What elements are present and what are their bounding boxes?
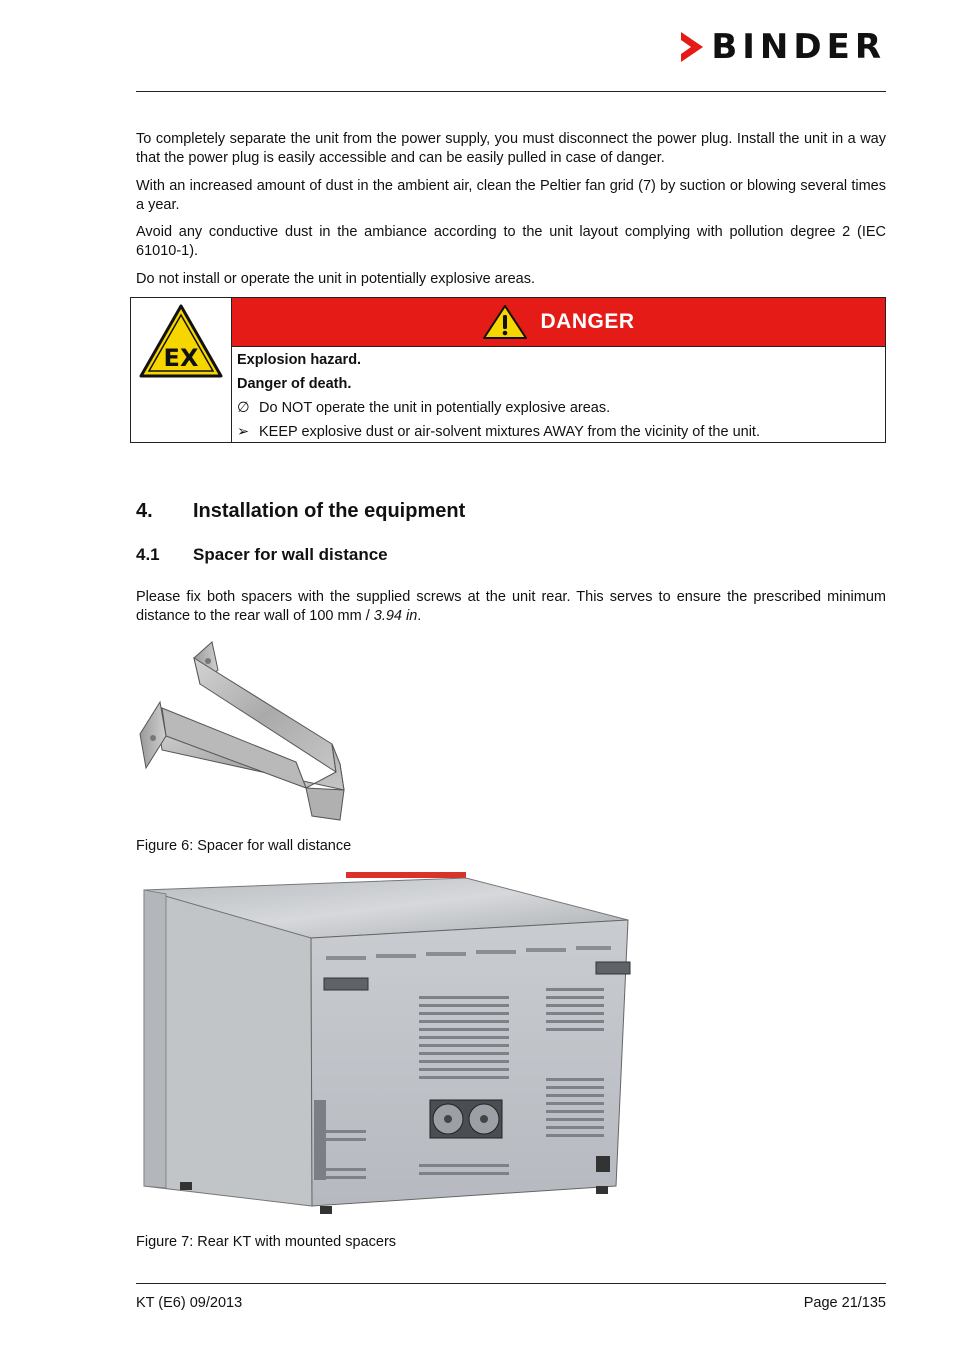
footer-page-number: Page 21/135: [803, 1295, 886, 1311]
figure-caption: Figure 6: Spacer for wall distance: [136, 838, 352, 854]
brand-logo: [679, 27, 886, 67]
paragraph-explosive-areas: Do not install or operate the unit in potentially explosive areas.: [136, 271, 535, 287]
section-number: 4.: [136, 500, 153, 522]
danger-item: [237, 420, 879, 444]
arrow-bullet-symbol: ➢: [237, 424, 250, 440]
danger-signal-word: DANGER: [540, 310, 635, 333]
unit-rear-illustration: [136, 868, 636, 1223]
binder-logo-mark-icon: [679, 30, 705, 64]
danger-consequence: Danger of death.: [237, 376, 352, 392]
danger-item: [237, 396, 879, 420]
ex-explosion-warning-icon: [131, 298, 231, 442]
subsection-number: 4.1: [136, 545, 160, 564]
spacer-illustration: [136, 640, 351, 825]
figure-caption: Figure 7: Rear KT with mounted spacers: [136, 1234, 397, 1250]
footer-rule: [136, 1283, 886, 1284]
danger-body: [237, 348, 879, 444]
section-title: Installation of the equipment: [193, 500, 466, 522]
subsection-heading: [136, 545, 388, 565]
footer-document-id: KT (E6) 09/2013: [136, 1295, 243, 1311]
paragraph-power-plug: To completely separate the unit from the power supply, you must disconnect the power plug. Install the unit in a way that the power plug is easily accessible and can be easily pulled in case of danger.: [136, 131, 886, 166]
section-heading: [136, 500, 465, 523]
paragraph-conductive-dust: Avoid any conductive dust in the ambiance according to the unit layout complying with pollution degree 2 (IEC 61010-1).: [136, 224, 886, 259]
danger-hazard: Explosion hazard.: [237, 352, 362, 368]
brand-name: BINDER: [711, 27, 886, 67]
danger-notice: [130, 297, 886, 443]
svg-text:EX: EX: [163, 344, 199, 372]
paragraph-dust-cleaning: With an increased amount of dust in the ambient air, clean the Peltier fan grid (7) by suction or blowing several times a year.: [136, 178, 886, 213]
header-rule: [136, 91, 886, 92]
danger-header: [232, 298, 885, 347]
paragraph-spacer-instructions: Please fix both spacers with the supplied screws at the unit rear. This serves to ensure the prescribed minimum distance to the rear wall of 100 mm / 3.94 in.: [136, 589, 886, 624]
danger-item-text: Do NOT operate the unit in potentially explosive areas.: [259, 400, 611, 416]
exclamation-triangle-icon: [482, 304, 528, 340]
danger-item-text: KEEP explosive dust or air-solvent mixtures AWAY from the vicinity of the unit.: [259, 424, 760, 440]
subsection-title: Spacer for wall distance: [193, 545, 388, 564]
prohibition-symbol: ∅: [237, 400, 250, 416]
danger-icon-cell: [131, 298, 232, 442]
